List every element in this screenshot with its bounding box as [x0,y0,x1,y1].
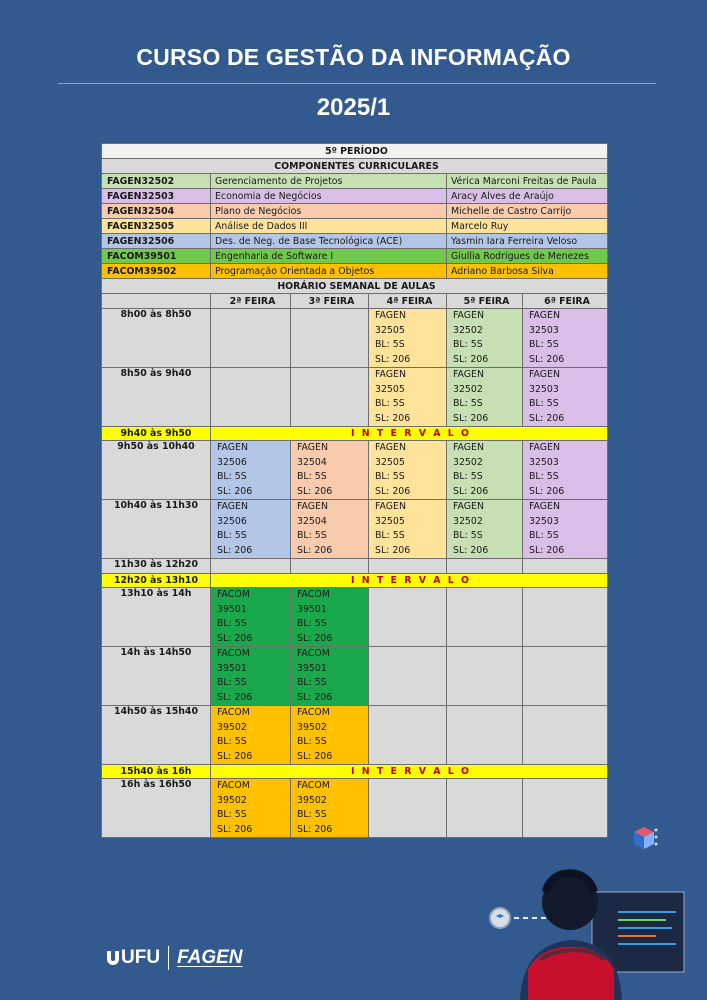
ufu-emblem-icon [105,949,121,967]
time-slot-row [102,706,608,765]
component-name: Gerenciamento de Projetos [211,174,447,189]
class-cell: FAGEN 32504 BL: 5S SL: 206 [291,500,369,559]
component-code: FAGEN32506 [102,234,211,249]
empty-slot [211,368,291,427]
weekday-label: 5ª FEIRA [447,294,523,309]
break-row [102,427,608,441]
component-name: Des. de Neg. de Base Tecnológica (ACE) [211,234,447,249]
class-cell: FAGEN 32503 BL: 5S SL: 206 [523,368,608,427]
weekday-label: 4ª FEIRA [369,294,447,309]
time-slot-row [102,309,608,368]
time-slot-label: 16h às 16h50 [102,779,211,838]
empty-slot [369,706,447,765]
component-teacher: Vérica Marconi Freitas de Paula [447,174,608,189]
component-code: FAGEN32504 [102,204,211,219]
empty-slot [291,559,369,574]
component-row [102,174,608,189]
time-slot-row [102,441,608,500]
empty-slot [369,779,447,838]
component-name: Análise de Dados III [211,219,447,234]
class-cell: FACOM 39502 BL: 5S SL: 206 [211,706,291,765]
component-row [102,234,608,249]
class-cell: FAGEN 32503 BL: 5S SL: 206 [523,309,608,368]
component-row [102,249,608,264]
component-row [102,264,608,279]
component-code: FACOM39502 [102,264,211,279]
weekday-label: 3ª FEIRA [291,294,369,309]
component-teacher: Aracy Alves de Araújo [447,189,608,204]
empty-slot [211,309,291,368]
weekday-label: 2ª FEIRA [211,294,291,309]
component-row [102,189,608,204]
title-divider [58,83,656,84]
class-cell: FAGEN 32505 BL: 5S SL: 206 [369,309,447,368]
period-header: 5º PERÍODO [102,144,608,159]
class-cell: FAGEN 32506 BL: 5S SL: 206 [211,441,291,500]
component-code: FAGEN32502 [102,174,211,189]
empty-slot [447,588,523,647]
page-title: CURSO DE GESTÃO DA INFORMAÇÃO [136,44,571,70]
class-cell: FAGEN 32502 BL: 5S SL: 206 [447,368,523,427]
components-header: COMPONENTES CURRICULARES [102,159,608,174]
break-label: I N T E R V A L O [211,574,608,588]
time-slot-label: 11h30 às 12h20 [102,559,211,574]
empty-slot [447,706,523,765]
break-label: I N T E R V A L O [211,765,608,779]
component-name: Engenharia de Software I [211,249,447,264]
weekday-label: 6ª FEIRA [523,294,608,309]
break-time: 9h40 às 9h50 [102,427,211,441]
time-slot-row [102,368,608,427]
semester-year: 2025/1 [316,94,391,121]
component-teacher: Yasmin Iara Ferreira Veloso [447,234,608,249]
class-cell: FAGEN 32503 BL: 5S SL: 206 [523,441,608,500]
time-slot-row [102,647,608,706]
time-slot-label: 14h às 14h50 [102,647,211,706]
class-cell: FAGEN 32505 BL: 5S SL: 206 [369,441,447,500]
empty-slot [523,559,608,574]
break-time: 15h40 às 16h [102,765,211,779]
class-cell: FAGEN 32505 BL: 5S SL: 206 [369,500,447,559]
empty-slot [447,559,523,574]
class-cell: FACOM 39501 BL: 5S SL: 206 [291,647,369,706]
class-cell: FACOM 39502 BL: 5S SL: 206 [211,779,291,838]
time-column-header [102,294,211,309]
class-cell: FAGEN 32505 BL: 5S SL: 206 [369,368,447,427]
schedule-table [101,143,608,838]
component-name: Economia de Negócios [211,189,447,204]
empty-slot [211,559,291,574]
component-teacher: Adriano Barbosa Silva [447,264,608,279]
time-slot-label: 9h50 às 10h40 [102,441,211,500]
class-cell: FAGEN 32503 BL: 5S SL: 206 [523,500,608,559]
component-name: Programação Orientada a Objetos [211,264,447,279]
component-code: FAGEN32505 [102,219,211,234]
time-slot-row [102,559,608,574]
empty-slot [447,647,523,706]
time-slot-label: 14h50 às 15h40 [102,706,211,765]
ufu-fagen-logo [105,946,243,970]
class-cell: FAGEN 32504 BL: 5S SL: 206 [291,441,369,500]
logo-ufu-text: UFU [121,947,161,968]
class-cell: FAGEN 32506 BL: 5S SL: 206 [211,500,291,559]
empty-slot [523,706,608,765]
time-slot-label: 13h10 às 14h [102,588,211,647]
break-row [102,765,608,779]
component-name: Plano de Negócios [211,204,447,219]
class-cell: FAGEN 32502 BL: 5S SL: 206 [447,500,523,559]
logo-fagen-text: FAGEN [177,947,243,968]
person-computer-illustration [480,820,707,1000]
empty-slot [291,368,369,427]
schedule-header: HORÁRIO SEMANAL DE AULAS [102,279,608,294]
class-cell: FACOM 39502 BL: 5S SL: 206 [291,706,369,765]
empty-slot [369,559,447,574]
time-slot-label: 8h50 às 9h40 [102,368,211,427]
break-row [102,574,608,588]
component-teacher: Marcelo Ruy [447,219,608,234]
empty-slot [291,309,369,368]
empty-slot [523,588,608,647]
cube-icon [634,827,658,849]
break-label: I N T E R V A L O [211,427,608,441]
component-teacher: Michelle de Castro Carrijo [447,204,608,219]
class-cell: FACOM 39501 BL: 5S SL: 206 [291,588,369,647]
empty-slot [369,647,447,706]
component-code: FACOM39501 [102,249,211,264]
class-cell: FAGEN 32502 BL: 5S SL: 206 [447,441,523,500]
component-code: FAGEN32503 [102,189,211,204]
class-cell: FACOM 39501 BL: 5S SL: 206 [211,588,291,647]
logo-separator [168,946,169,970]
weekday-header-row [102,294,608,309]
component-row [102,204,608,219]
class-cell: FAGEN 32502 BL: 5S SL: 206 [447,309,523,368]
component-row [102,219,608,234]
break-time: 12h20 às 13h10 [102,574,211,588]
empty-slot [523,647,608,706]
time-slot-label: 8h00 às 8h50 [102,309,211,368]
component-teacher: Giullia Rodrigues de Menezes [447,249,608,264]
time-slot-label: 10h40 às 11h30 [102,500,211,559]
time-slot-row [102,588,608,647]
class-cell: FACOM 39501 BL: 5S SL: 206 [211,647,291,706]
class-cell: FACOM 39502 BL: 5S SL: 206 [291,779,369,838]
time-slot-row [102,500,608,559]
empty-slot [369,588,447,647]
